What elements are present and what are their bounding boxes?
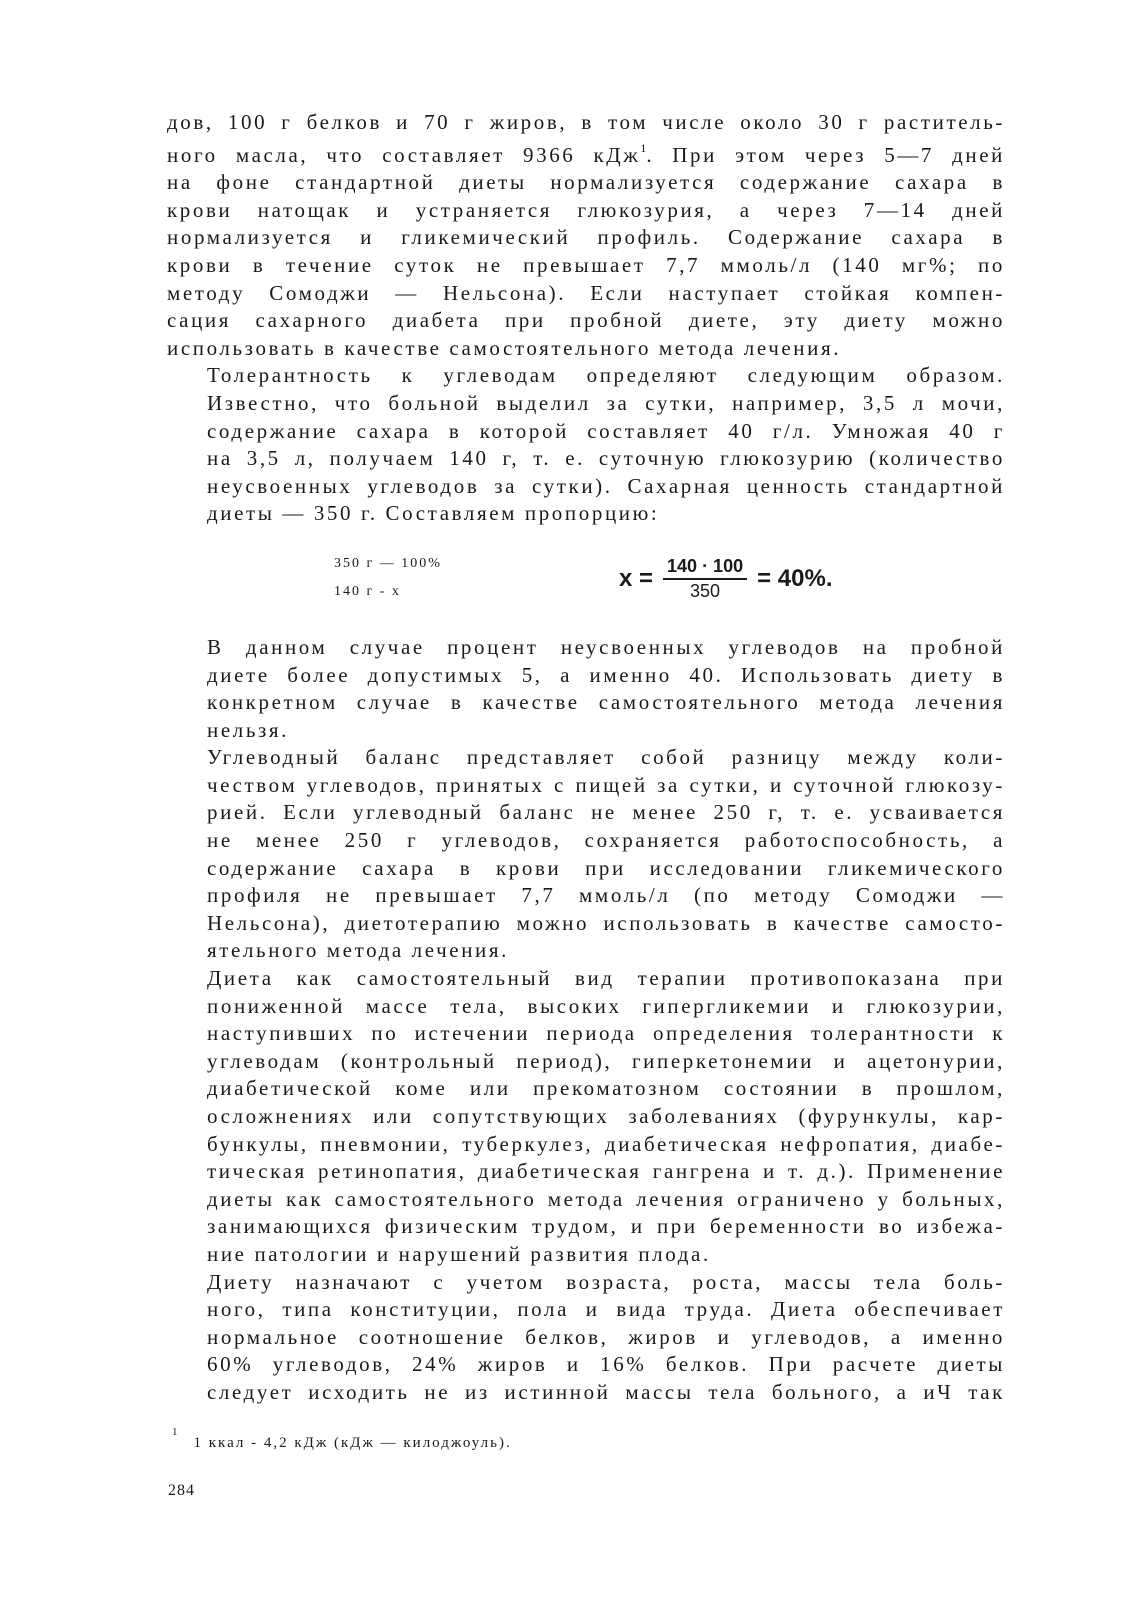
paragraph-2 bbox=[167, 362, 1005, 528]
text-line: наступивших по истечении периода определения толерантности к bbox=[207, 1021, 1005, 1046]
page-number: 284 bbox=[168, 1482, 195, 1499]
text-line: на фоне стандартной диеты нормализуется содержание сахара в bbox=[167, 170, 1005, 195]
text-line: нормализуется и гликемический профиль. Содержание сахара в bbox=[167, 225, 1005, 250]
text-line: крови натощак и устраняется глюкозурия, а через 7—14 дней bbox=[167, 197, 1005, 222]
text-line: диеты как самостоятельного метода лечения ограничено у больных, bbox=[207, 1186, 1005, 1211]
text-line: занимающихся физическим трудом, и при беременности во избежа- bbox=[207, 1214, 1005, 1239]
proportion-block bbox=[334, 550, 442, 606]
paragraph-1 bbox=[167, 109, 1005, 362]
text-line: методу Сомоджи — Нельсона). Если наступает стойкая компен- bbox=[167, 280, 1005, 305]
text-line: углеводам (контрольный период), гиперкетонемии и ацетонурии, bbox=[207, 1048, 1005, 1073]
paragraph-6 bbox=[167, 1269, 1005, 1407]
body-text bbox=[167, 109, 1005, 1407]
text-line: Диета как самостоятельный вид терапии противопоказана при bbox=[207, 966, 1005, 991]
text-line: тическая ретинопатия, диабетическая гангрена и т. д.). Применение bbox=[207, 1159, 1005, 1184]
text-line: рией. Если углеводный баланс не менее 250 г, т. е. усваивается bbox=[207, 800, 1005, 825]
paragraph-4 bbox=[167, 744, 1005, 965]
text-line: диабетической коме или прекоматозном состоянии в прошлом, bbox=[207, 1076, 1005, 1101]
text-line: пониженной массе тела, высоких гипергликемии и глюкозурии, bbox=[207, 993, 1005, 1018]
fraction-denominator: 350 bbox=[690, 581, 721, 601]
text-line: использовать в качестве самостоятельного метода лечения. bbox=[167, 335, 842, 360]
text-line: 60% углеводов, 24% жиров и 16% белков. При расчете диеты bbox=[207, 1352, 1005, 1377]
text-line: Известно, что больной выделил за сутки, например, 3,5 л мочи, bbox=[207, 390, 1005, 415]
paragraph-3 bbox=[167, 634, 1005, 744]
text-line: Нельсона), диетотерапию можно использовать в качестве самосто- bbox=[207, 910, 1005, 935]
text-line-with-footnote bbox=[167, 137, 1005, 170]
footnote bbox=[172, 1426, 512, 1452]
footnote-marker: 1 bbox=[640, 140, 647, 155]
equation-lhs: x = bbox=[619, 565, 654, 592]
text-line: не менее 250 г углеводов, сохраняется работоспособность, а bbox=[207, 828, 1005, 853]
text-line: ятельного метода лечения. bbox=[207, 938, 509, 963]
text-line: ние патологии и нарушений развития плода. bbox=[207, 1241, 711, 1266]
text-line: дов, 100 г белков и 70 г жиров, в том числе около 30 г раститель- bbox=[167, 110, 1005, 134]
text-segment: ного масла, что составляет 9366 кДж bbox=[167, 142, 641, 167]
text-line: чеством углеводов, принятых с пищей за сутки, и суточной глюкозу- bbox=[207, 772, 1005, 797]
text-line: нормальное соотношение белков, жиров и углеводов, а именно bbox=[207, 1324, 1005, 1349]
text-line: конкретном случае в качестве самостоятельного метода лечения bbox=[207, 690, 1005, 715]
text-line: профиля не превышает 7,7 ммоль/л (по методу Сомоджи — bbox=[207, 883, 1005, 908]
text-line: Углеводный баланс представляет собой разницу между коли- bbox=[207, 745, 1005, 770]
text-line: ного, типа конституции, пола и вида труда. Диета обеспечивает bbox=[207, 1297, 1005, 1322]
text-line: на 3,5 л, получаем 140 г, т. е. суточную глюкозурию (количество bbox=[207, 446, 1005, 471]
fraction bbox=[663, 556, 747, 602]
proportion-line: 350 г — 100% bbox=[334, 556, 442, 571]
text-line: сация сахарного диабета при пробной диете, эту диету можно bbox=[167, 308, 1005, 333]
text-line: Толерантность к углеводам определяют следующим образом. bbox=[207, 363, 1005, 388]
text-segment: . При этом через 5—7 дней bbox=[646, 142, 1005, 167]
text-line: следует исходить не из истинной массы тела больного, а иЧ так bbox=[207, 1379, 1005, 1404]
text-line: неусвоенных углеводов за сутки). Сахарная ценность стандартной bbox=[207, 473, 1005, 498]
text-line: В данном случае процент неусвоенных углеводов на пробной bbox=[207, 634, 1005, 659]
equation bbox=[619, 556, 832, 602]
text-line: содержание сахара в крови при исследовании гликемического bbox=[207, 855, 1005, 880]
text-line: Диету назначают с учетом возраста, роста, массы тела боль- bbox=[207, 1269, 1005, 1294]
text-line: осложнениях или сопутствующих заболеваниях (фурункулы, кар- bbox=[207, 1104, 1005, 1128]
proportion-formula bbox=[334, 550, 894, 610]
text-line: крови в течение суток не превышает 7,7 ммоль/л (140 мг%; по bbox=[167, 252, 1005, 277]
text-line: бункулы, пневмонии, туберкулез, диабетическая нефропатия, диабе- bbox=[207, 1131, 1005, 1156]
text-line: диете более допустимых 5, а именно 40. Использовать диету в bbox=[207, 662, 1005, 687]
text-line: нельзя. bbox=[207, 717, 290, 742]
paragraph-5 bbox=[167, 965, 1005, 1269]
footnote-text: 1 ккал - 4,2 кДж (кДж — килоджоуль). bbox=[193, 1435, 512, 1451]
equation-rhs: = 40%. bbox=[757, 565, 833, 592]
text-line: содержание сахара в которой составляет 40 г/л. Умножая 40 г bbox=[207, 418, 1005, 443]
proportion-line: 140 г - x bbox=[334, 584, 401, 599]
text-line: диеты — 350 г. Составляем пропорцию: bbox=[207, 501, 660, 526]
fraction-numerator: 140 · 100 bbox=[663, 556, 747, 580]
footnote-number: 1 bbox=[172, 1426, 180, 1438]
